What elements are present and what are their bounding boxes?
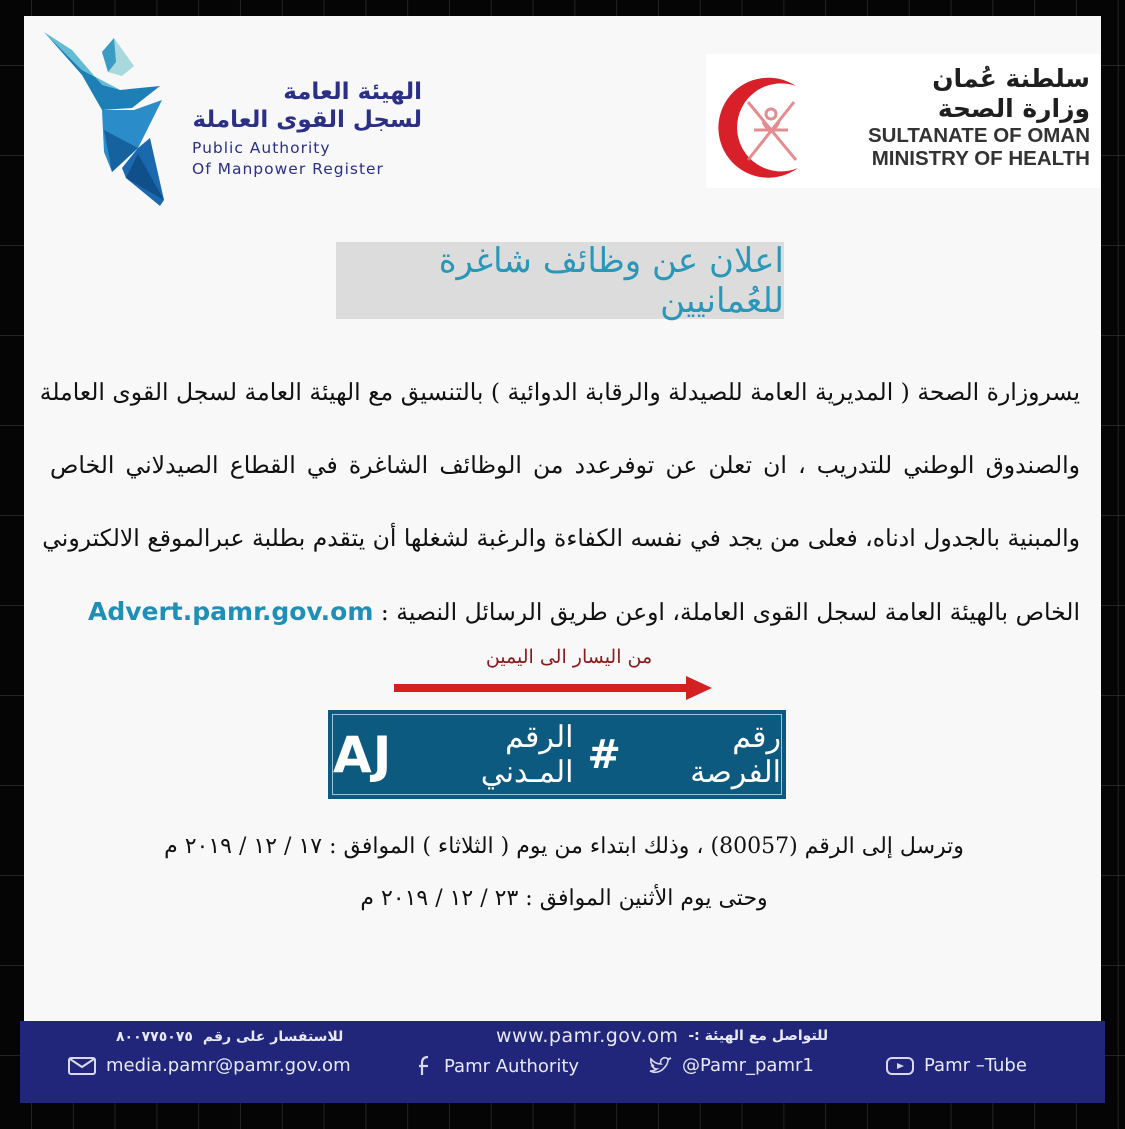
- direction-label: من اليسار الى اليمين: [485, 646, 653, 668]
- body-line-4-text: الخاص بالهيئة العامة لسجل القوى العاملة، اوعن طريق الرسائل النصية :: [380, 598, 1080, 626]
- pamr-english-line2: Of Manpower Register: [192, 160, 384, 178]
- announcement-body: [39, 356, 1080, 649]
- youtube-contact: [886, 1055, 1027, 1076]
- contact-website: [496, 1025, 828, 1047]
- contact-footer: [20, 1021, 1105, 1103]
- youtube-icon: [886, 1056, 914, 1076]
- pamr-arabic-line2: لسجل القوى العاملة: [192, 107, 422, 133]
- civil-id-label: الرقم المـدني: [480, 719, 574, 790]
- opportunity-number-label: رقم الفرصة: [690, 719, 781, 790]
- moh-english-line2: MINISTRY OF HEALTH: [871, 147, 1090, 170]
- twitter-icon: [648, 1056, 672, 1076]
- facebook-handle[interactable]: Pamr Authority: [444, 1055, 580, 1077]
- send-info-line-2: وحتى يوم الأثنين الموافق : ٢٣ / ١٢ / ٢٠١٩ م: [360, 886, 768, 911]
- twitter-handle[interactable]: @Pamr_pamr1: [682, 1055, 814, 1076]
- advert-url-link[interactable]: Advert.pamr.gov.om: [87, 597, 374, 626]
- send-info-line-1: وترسل إلى الرقم (80057) ، وذلك ابتداء من يوم ( الثلاثاء ) الموافق : ١٧ / ١٢ / ٢٠١٩ م: [164, 834, 964, 859]
- body-line-4: [50, 575, 1080, 649]
- sms-format-box: [328, 710, 786, 799]
- inquiry-phone: [116, 1029, 343, 1045]
- email-contact: [68, 1055, 351, 1076]
- pamr-figure-icon: [42, 30, 182, 210]
- facebook-contact: [416, 1055, 579, 1077]
- pamr-english-line1: Public Authority: [192, 139, 331, 157]
- moh-english-line1: SULTANATE OF OMAN: [867, 124, 1090, 147]
- announcement-title: اعلان عن وظائف شاغرة للعُمانيين: [438, 240, 784, 321]
- moh-arabic-line2: وزارة الصحة: [937, 94, 1090, 123]
- inquiry-number: ٨٠٠٧٧٥٠٧٥: [116, 1029, 193, 1045]
- facebook-icon: [416, 1055, 434, 1077]
- pamr-arabic-line1: الهيئة العامة: [283, 79, 422, 105]
- right-arrow-icon: [394, 676, 712, 700]
- twitter-contact: [648, 1055, 814, 1076]
- pamr-english-name: [192, 138, 422, 180]
- pamr-arabic-name: [192, 78, 422, 134]
- website-link[interactable]: www.pamr.gov.om: [496, 1025, 679, 1047]
- contact-label: للتواصل مع الهيئة :-: [688, 1028, 829, 1044]
- announcement-title-box: [336, 242, 784, 319]
- body-line-1: يسروزارة الصحة ( المديرية العامة للصيدلة والرقابة الدوائية ) بالتنسيق مع الهيئة العامة لسجل القوى العاملة: [39, 378, 1080, 406]
- hash-separator: #: [587, 731, 621, 778]
- mail-icon: [68, 1057, 96, 1075]
- body-line-2: والصندوق الوطني للتدريب ، ان تعلن عن توفرعدد من الوظائف الشاغرة في القطاع الصيدلاني الخاص: [50, 451, 1080, 479]
- moh-arabic-line1: سلطنة عُمان: [932, 64, 1090, 93]
- sms-code-prefix: AJ: [333, 725, 393, 784]
- body-line-3: والمبنية بالجدول ادناه، فعلى من يجد في نفسه الكفاءة والرغبة لشغلها أن يتقدم بطلبة عبرالموقع الالكتروني: [42, 524, 1080, 552]
- pamr-logo: [42, 30, 432, 220]
- youtube-handle[interactable]: Pamr –Tube: [924, 1055, 1027, 1076]
- inquiry-label: للاستفسار على رقم: [202, 1029, 344, 1045]
- email-address[interactable]: media.pamr@pamr.gov.om: [106, 1055, 351, 1076]
- moh-logo: [706, 54, 1100, 188]
- announcement-card: [24, 16, 1101, 1022]
- oman-crescent-emblem-icon: [708, 72, 818, 182]
